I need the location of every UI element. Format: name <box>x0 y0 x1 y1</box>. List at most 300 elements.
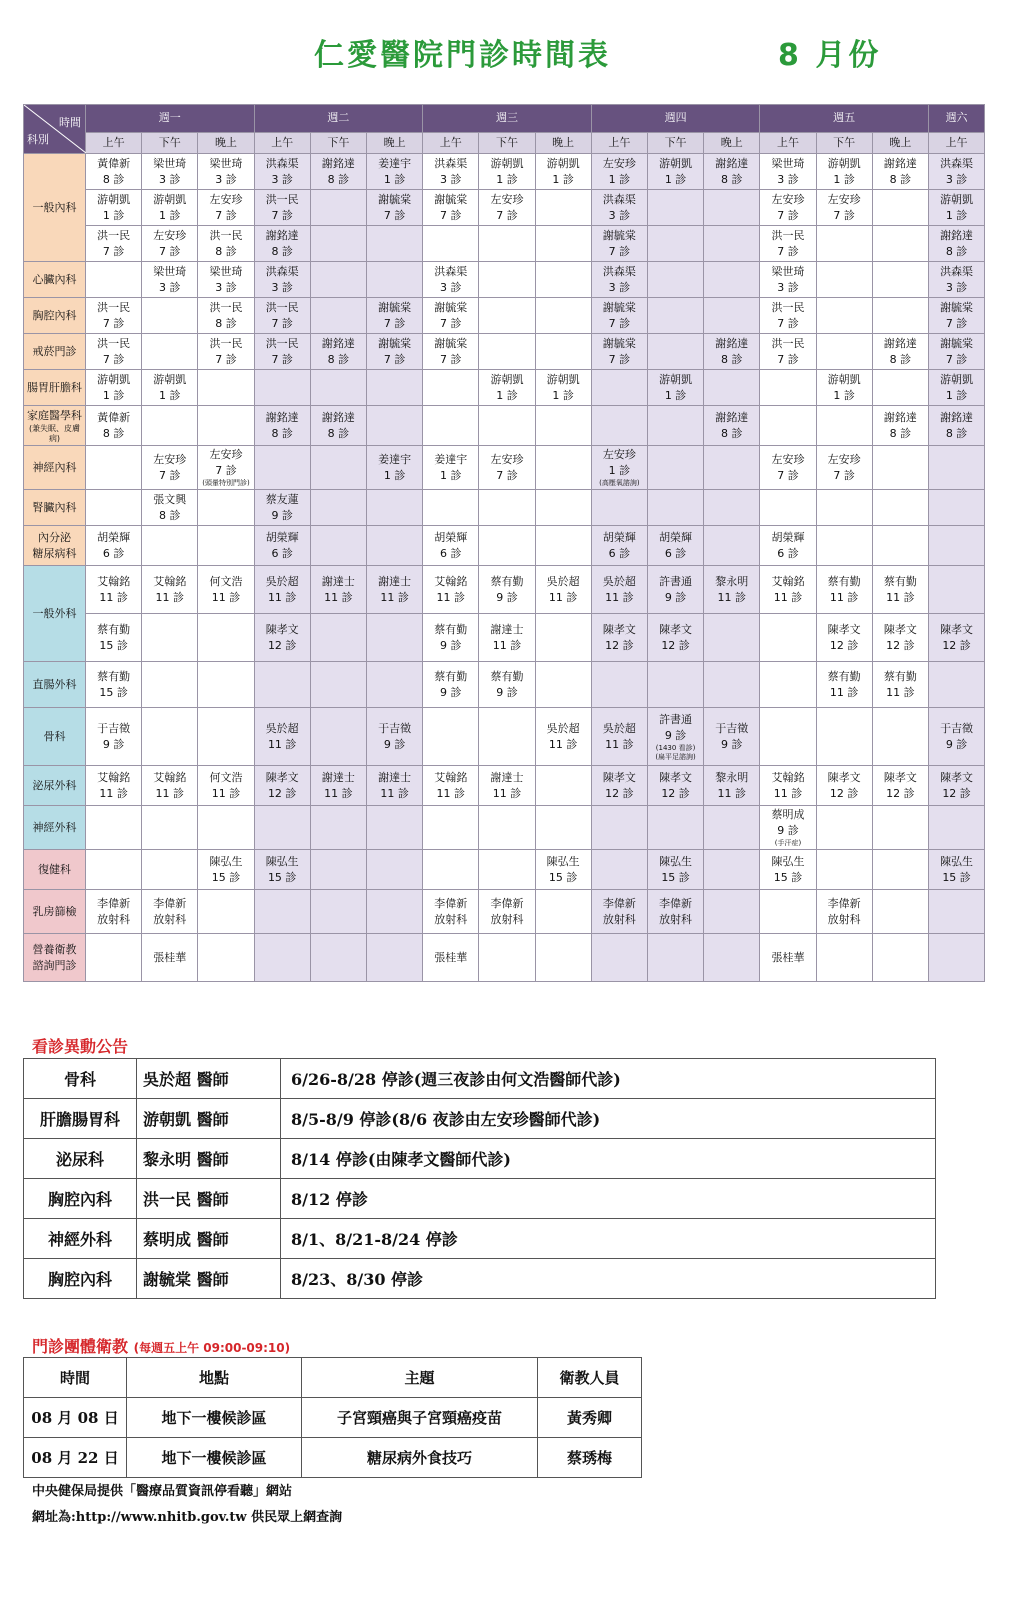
schedule-cell <box>760 708 816 766</box>
slot-header: 晚上 <box>872 132 928 153</box>
schedule-cell: 梁世琦 3 診 <box>142 262 198 298</box>
schedule-cell <box>928 662 984 708</box>
schedule-cell: 游朝凱 1 診 <box>928 370 984 406</box>
schedule-cell <box>647 446 703 490</box>
education-header: 主題 <box>302 1358 538 1398</box>
schedule-cell: 洪一民 8 診 <box>198 226 254 262</box>
clinic-schedule-table <box>23 104 985 982</box>
schedule-cell: 張桂華 <box>423 934 479 982</box>
schedule-row <box>24 806 985 850</box>
schedule-cell: 謝毓棠 7 診 <box>366 298 422 334</box>
change-doctor: 蔡明成 醫師 <box>137 1219 281 1259</box>
schedule-cell <box>816 708 872 766</box>
change-note: 6/26-8/28 停診(週三夜診由何文浩醫師代診) <box>281 1059 936 1099</box>
schedule-cell: 吳於超 11 診 <box>254 708 310 766</box>
schedule-cell <box>704 446 760 490</box>
schedule-cell <box>310 190 366 226</box>
schedule-cell: 胡榮輝 6 診 <box>254 526 310 566</box>
schedule-cell <box>198 662 254 708</box>
schedule-cell <box>479 850 535 890</box>
schedule-cell: 黎永明 11 診 <box>704 566 760 614</box>
schedule-cell: 吳於超 11 診 <box>591 566 647 614</box>
schedule-cell <box>928 526 984 566</box>
schedule-cell <box>423 226 479 262</box>
slot-header: 晚上 <box>704 132 760 153</box>
schedule-cell: 張桂華 <box>760 934 816 982</box>
schedule-cell <box>704 934 760 982</box>
schedule-row <box>24 614 985 662</box>
slot-header: 下午 <box>816 132 872 153</box>
schedule-cell <box>535 526 591 566</box>
change-row <box>24 1059 936 1099</box>
schedule-cell: 李偉新 放射科 <box>142 890 198 934</box>
schedule-cell <box>704 614 760 662</box>
schedule-row <box>24 662 985 708</box>
change-row <box>24 1259 936 1299</box>
schedule-cell <box>872 850 928 890</box>
schedule-cell: 謝毓棠 7 診 <box>591 226 647 262</box>
schedule-cell <box>366 526 422 566</box>
schedule-cell: 謝銘達 8 診 <box>310 406 366 446</box>
schedule-cell <box>872 262 928 298</box>
schedule-cell <box>142 526 198 566</box>
schedule-cell: 洪一民 7 診 <box>254 298 310 334</box>
schedule-cell <box>872 708 928 766</box>
schedule-cell <box>760 370 816 406</box>
schedule-cell: 李偉新 放射科 <box>86 890 142 934</box>
schedule-cell: 謝達士 11 診 <box>479 614 535 662</box>
change-row <box>24 1219 936 1259</box>
schedule-cell: 洪森渠 3 診 <box>423 154 479 190</box>
schedule-cell: 謝毓棠 7 診 <box>423 334 479 370</box>
education-header-row <box>24 1358 642 1398</box>
schedule-cell <box>366 850 422 890</box>
change-note: 8/5-8/9 停診(8/6 夜診由左安珍醫師代診) <box>281 1099 936 1139</box>
change-dept: 泌尿科 <box>24 1139 137 1179</box>
schedule-cell: 黎永明 11 診 <box>704 766 760 806</box>
schedule-cell: 張桂華 <box>142 934 198 982</box>
schedule-cell: 游朝凱 1 診 <box>142 370 198 406</box>
education-subtitle: (每週五上午 09:00-09:10) <box>133 1341 291 1355</box>
department-label: 腸胃肝膽科 <box>24 370 86 406</box>
department-label: 家庭醫學科 (兼失眠、皮膚病) <box>24 406 86 446</box>
schedule-cell <box>366 890 422 934</box>
schedule-cell: 胡榮輝 6 診 <box>760 526 816 566</box>
schedule-cell <box>423 370 479 406</box>
schedule-row <box>24 190 985 226</box>
schedule-cell: 蔡有勤 15 診 <box>86 662 142 708</box>
schedule-cell: 游朝凱 1 診 <box>479 370 535 406</box>
schedule-cell: 陳孝文 12 診 <box>872 766 928 806</box>
schedule-cell <box>535 662 591 708</box>
schedule-cell: 梁世琦 3 診 <box>198 262 254 298</box>
schedule-cell <box>760 490 816 526</box>
schedule-cell <box>310 662 366 708</box>
schedule-row <box>24 298 985 334</box>
schedule-cell: 蔡友蓮 9 診 <box>254 490 310 526</box>
schedule-row <box>24 334 985 370</box>
schedule-cell: 游朝凱 1 診 <box>535 154 591 190</box>
schedule-row <box>24 262 985 298</box>
department-label: 一般外科 <box>24 566 86 662</box>
schedule-cell <box>366 370 422 406</box>
schedule-cell <box>479 406 535 446</box>
schedule-cell: 胡榮輝 6 診 <box>423 526 479 566</box>
schedule-cell <box>310 806 366 850</box>
schedule-cell <box>198 614 254 662</box>
change-row <box>24 1139 936 1179</box>
schedule-cell: 胡榮輝 6 診 <box>86 526 142 566</box>
slot-header: 上午 <box>760 132 816 153</box>
schedule-cell <box>198 406 254 446</box>
schedule-cell: 游朝凱 1 診 <box>535 370 591 406</box>
schedule-cell: 李偉新 放射科 <box>423 890 479 934</box>
schedule-cell: 艾翰銘 11 診 <box>86 766 142 806</box>
schedule-cell <box>816 406 872 446</box>
schedule-cell: 何文浩 11 診 <box>198 766 254 806</box>
slot-header: 晚上 <box>366 132 422 153</box>
schedule-cell: 吳於超 11 診 <box>535 566 591 614</box>
schedule-cell <box>928 446 984 490</box>
schedule-cell: 陳弘生 15 診 <box>928 850 984 890</box>
schedule-cell <box>479 334 535 370</box>
schedule-cell: 左安珍 7 診 <box>760 190 816 226</box>
schedule-cell: 游朝凱 1 診 <box>479 154 535 190</box>
schedule-cell: 洪一民 7 診 <box>198 334 254 370</box>
schedule-cell: 洪一民 7 診 <box>254 190 310 226</box>
schedule-cell <box>142 806 198 850</box>
schedule-cell: 李偉新 放射科 <box>647 890 703 934</box>
page-header <box>0 30 1024 74</box>
schedule-cell: 黃偉新 8 診 <box>86 154 142 190</box>
changes-table <box>23 1058 936 1299</box>
schedule-cell: 謝銘達 8 診 <box>928 226 984 262</box>
schedule-row <box>24 708 985 766</box>
schedule-cell <box>872 370 928 406</box>
schedule-cell <box>816 526 872 566</box>
schedule-cell: 謝毓棠 7 診 <box>423 190 479 226</box>
schedule-cell <box>142 298 198 334</box>
change-doctor: 謝毓棠 醫師 <box>137 1259 281 1299</box>
schedule-cell: 吳於超 11 診 <box>535 708 591 766</box>
schedule-cell: 艾翰銘 11 診 <box>142 766 198 806</box>
schedule-cell <box>198 490 254 526</box>
change-doctor: 游朝凱 醫師 <box>137 1099 281 1139</box>
schedule-row <box>24 154 985 190</box>
slot-header: 上午 <box>591 132 647 153</box>
education-title-text: 門診團體衛教 <box>32 1337 129 1356</box>
schedule-cell: 洪一民 7 診 <box>86 298 142 334</box>
schedule-cell: 游朝凱 1 診 <box>86 190 142 226</box>
schedule-cell <box>872 190 928 226</box>
month-label: 8 月份 <box>778 38 882 73</box>
schedule-cell: 蔡有勤 11 診 <box>816 566 872 614</box>
schedule-cell <box>704 262 760 298</box>
schedule-cell: 洪森渠 3 診 <box>254 154 310 190</box>
schedule-cell: 陳孝文 12 診 <box>816 766 872 806</box>
schedule-cell <box>86 806 142 850</box>
schedule-cell <box>647 934 703 982</box>
schedule-cell <box>647 262 703 298</box>
schedule-cell: 謝達士 11 診 <box>366 766 422 806</box>
schedule-cell <box>647 226 703 262</box>
schedule-cell <box>86 934 142 982</box>
schedule-cell <box>142 614 198 662</box>
education-row <box>24 1438 642 1478</box>
slot-header: 下午 <box>647 132 703 153</box>
schedule-cell <box>423 708 479 766</box>
schedule-cell <box>535 334 591 370</box>
schedule-cell: 于吉徵 9 診 <box>366 708 422 766</box>
change-row <box>24 1179 936 1219</box>
schedule-cell: 許書通 9 診 <box>647 566 703 614</box>
schedule-cell <box>142 850 198 890</box>
schedule-cell <box>535 298 591 334</box>
schedule-cell: 梁世琦 3 診 <box>760 262 816 298</box>
schedule-cell <box>479 708 535 766</box>
schedule-cell <box>535 890 591 934</box>
slot-header: 下午 <box>310 132 366 153</box>
schedule-cell: 陳孝文 12 診 <box>647 614 703 662</box>
department-label: 神經外科 <box>24 806 86 850</box>
schedule-cell <box>366 490 422 526</box>
education-cell: 08 月 22 日 <box>24 1438 127 1478</box>
schedule-cell: 謝銘達 8 診 <box>704 334 760 370</box>
schedule-cell: 洪一民 7 診 <box>86 226 142 262</box>
schedule-cell <box>704 490 760 526</box>
schedule-cell <box>366 806 422 850</box>
schedule-cell <box>704 850 760 890</box>
schedule-cell <box>872 934 928 982</box>
schedule-cell: 洪森渠 3 診 <box>254 262 310 298</box>
changes-title: 看診異動公告 <box>32 1037 129 1056</box>
education-row <box>24 1398 642 1438</box>
schedule-cell <box>591 370 647 406</box>
schedule-cell <box>535 190 591 226</box>
schedule-cell: 張文興 8 診 <box>142 490 198 526</box>
schedule-cell: 謝達士 11 診 <box>310 566 366 614</box>
schedule-cell: 艾翰銘 11 診 <box>760 766 816 806</box>
schedule-cell: 謝銘達 8 診 <box>254 406 310 446</box>
schedule-cell: 蔡明成 9 診 (手汗症) <box>760 806 816 850</box>
schedule-cell: 左安珍 7 診 <box>816 446 872 490</box>
change-dept: 骨科 <box>24 1059 137 1099</box>
schedule-cell: 謝銘達 8 診 <box>310 154 366 190</box>
schedule-cell <box>704 662 760 708</box>
schedule-cell <box>535 226 591 262</box>
change-doctor: 黎永明 醫師 <box>137 1139 281 1179</box>
change-note: 8/14 停診(由陳孝文醫師代診) <box>281 1139 936 1179</box>
schedule-cell: 洪森渠 3 診 <box>591 262 647 298</box>
education-cell: 地下一樓候診區 <box>127 1398 302 1438</box>
schedule-cell <box>366 406 422 446</box>
department-label: 神經內科 <box>24 446 86 490</box>
schedule-cell: 蔡有勤 9 診 <box>423 614 479 662</box>
schedule-cell: 謝達士 11 診 <box>366 566 422 614</box>
schedule-cell <box>142 406 198 446</box>
schedule-cell: 李偉新 放射科 <box>591 890 647 934</box>
schedule-cell: 謝毓棠 7 診 <box>928 334 984 370</box>
schedule-row <box>24 934 985 982</box>
schedule-cell: 梁世琦 3 診 <box>198 154 254 190</box>
day-header-sat: 週六 <box>928 105 984 133</box>
schedule-cell: 胡榮輝 6 診 <box>647 526 703 566</box>
schedule-cell: 謝銘達 8 診 <box>310 334 366 370</box>
schedule-cell <box>704 526 760 566</box>
schedule-cell <box>591 490 647 526</box>
schedule-cell <box>479 490 535 526</box>
schedule-cell: 左安珍 1 診 (高壓氧諮詢) <box>591 446 647 490</box>
schedule-row <box>24 370 985 406</box>
schedule-cell <box>535 490 591 526</box>
education-table <box>23 1357 642 1478</box>
schedule-cell: 李偉新 放射科 <box>479 890 535 934</box>
schedule-cell: 艾翰銘 11 診 <box>86 566 142 614</box>
schedule-cell <box>198 526 254 566</box>
schedule-row <box>24 226 985 262</box>
schedule-cell: 胡榮輝 6 診 <box>591 526 647 566</box>
slot-header-row <box>24 132 985 153</box>
day-header-wed: 週三 <box>423 105 592 133</box>
schedule-cell <box>760 614 816 662</box>
schedule-cell: 游朝凱 1 診 <box>86 370 142 406</box>
department-label: 乳房篩檢 <box>24 890 86 934</box>
slot-header: 上午 <box>86 132 142 153</box>
schedule-row <box>24 490 985 526</box>
corner-dept-label: 科別 <box>27 133 49 146</box>
schedule-row <box>24 566 985 614</box>
schedule-cell: 于吉徵 9 診 <box>86 708 142 766</box>
schedule-cell <box>647 298 703 334</box>
schedule-cell: 梁世琦 3 診 <box>142 154 198 190</box>
schedule-cell: 洪森渠 3 診 <box>928 262 984 298</box>
education-cell: 黃秀卿 <box>538 1398 642 1438</box>
education-cell: 子宮頸癌與子宮頸癌疫苗 <box>302 1398 538 1438</box>
schedule-cell: 艾翰銘 11 診 <box>423 566 479 614</box>
schedule-cell: 于吉徵 9 診 <box>704 708 760 766</box>
schedule-cell: 陳孝文 12 診 <box>254 614 310 662</box>
schedule-cell: 蔡有勤 9 診 <box>479 566 535 614</box>
schedule-cell <box>704 190 760 226</box>
department-label: 復健科 <box>24 850 86 890</box>
schedule-row <box>24 850 985 890</box>
education-cell: 蔡琇梅 <box>538 1438 642 1478</box>
schedule-cell: 左安珍 7 診 <box>479 446 535 490</box>
schedule-cell <box>310 890 366 934</box>
schedule-cell <box>591 806 647 850</box>
schedule-cell: 蔡有勤 11 診 <box>872 566 928 614</box>
schedule-cell <box>647 490 703 526</box>
day-header-fri: 週五 <box>760 105 929 133</box>
schedule-cell <box>86 850 142 890</box>
schedule-cell: 梁世琦 3 診 <box>760 154 816 190</box>
schedule-cell: 李偉新 放射科 <box>816 890 872 934</box>
schedule-cell <box>647 190 703 226</box>
schedule-cell: 黃偉新 8 診 <box>86 406 142 446</box>
schedule-cell: 洪一民 7 診 <box>760 334 816 370</box>
schedule-cell <box>816 490 872 526</box>
schedule-cell <box>535 262 591 298</box>
schedule-cell <box>254 890 310 934</box>
schedule-cell <box>535 806 591 850</box>
schedule-cell <box>816 334 872 370</box>
schedule-cell <box>591 662 647 708</box>
schedule-cell <box>142 708 198 766</box>
schedule-cell: 洪一民 7 診 <box>254 334 310 370</box>
schedule-cell: 陳孝文 12 診 <box>591 614 647 662</box>
schedule-cell: 于吉徵 9 診 <box>928 708 984 766</box>
schedule-cell: 左安珍 1 診 <box>591 154 647 190</box>
schedule-cell <box>366 934 422 982</box>
schedule-cell: 謝毓棠 7 診 <box>423 298 479 334</box>
schedule-cell <box>928 806 984 850</box>
schedule-cell: 陳弘生 15 診 <box>254 850 310 890</box>
change-doctor: 洪一民 醫師 <box>137 1179 281 1219</box>
schedule-row <box>24 526 985 566</box>
corner-time-label: 時間 <box>59 116 81 129</box>
schedule-cell <box>254 370 310 406</box>
schedule-cell: 何文浩 11 診 <box>198 566 254 614</box>
schedule-cell: 陳孝文 12 診 <box>816 614 872 662</box>
slot-header: 晚上 <box>535 132 591 153</box>
schedule-cell <box>816 262 872 298</box>
slot-header: 上午 <box>254 132 310 153</box>
schedule-cell <box>310 370 366 406</box>
schedule-cell <box>86 262 142 298</box>
schedule-cell <box>479 226 535 262</box>
change-dept: 神經外科 <box>24 1219 137 1259</box>
schedule-cell: 謝毓棠 7 診 <box>366 190 422 226</box>
schedule-cell: 許書通 9 診 (1430 看診) (扁平足諮詢) <box>647 708 703 766</box>
department-label: 心臟內科 <box>24 262 86 298</box>
schedule-cell: 左安珍 7 診 <box>816 190 872 226</box>
change-doctor: 吳於超 醫師 <box>137 1059 281 1099</box>
change-note: 8/23、8/30 停診 <box>281 1259 936 1299</box>
schedule-cell <box>366 662 422 708</box>
schedule-cell: 陳孝文 12 診 <box>254 766 310 806</box>
schedule-cell: 謝毓棠 7 診 <box>591 298 647 334</box>
schedule-cell <box>366 614 422 662</box>
schedule-cell <box>142 662 198 708</box>
change-row <box>24 1099 936 1139</box>
schedule-cell <box>647 406 703 446</box>
schedule-cell <box>479 806 535 850</box>
schedule-cell <box>704 370 760 406</box>
schedule-cell: 謝銘達 8 診 <box>704 406 760 446</box>
schedule-cell <box>928 934 984 982</box>
page-title: 仁愛醫院門診時間表 <box>314 38 611 73</box>
schedule-cell <box>198 708 254 766</box>
schedule-cell: 謝毓棠 7 診 <box>591 334 647 370</box>
schedule-cell: 陳孝文 12 診 <box>872 614 928 662</box>
schedule-cell <box>816 934 872 982</box>
schedule-cell: 謝銘達 8 診 <box>872 334 928 370</box>
schedule-cell: 洪森渠 3 診 <box>591 190 647 226</box>
schedule-cell <box>704 298 760 334</box>
schedule-cell <box>816 226 872 262</box>
schedule-cell <box>86 490 142 526</box>
schedule-cell <box>872 226 928 262</box>
schedule-cell: 陳孝文 12 診 <box>928 766 984 806</box>
schedule-cell <box>591 406 647 446</box>
schedule-cell: 謝銘達 8 診 <box>928 406 984 446</box>
department-label: 泌尿外科 <box>24 766 86 806</box>
schedule-cell: 左安珍 7 診 (頭暈特別門診) <box>198 446 254 490</box>
schedule-cell: 洪一民 8 診 <box>198 298 254 334</box>
schedule-cell: 姜達宇 1 診 <box>423 446 479 490</box>
schedule-cell: 左安珍 7 診 <box>198 190 254 226</box>
schedule-cell <box>535 406 591 446</box>
